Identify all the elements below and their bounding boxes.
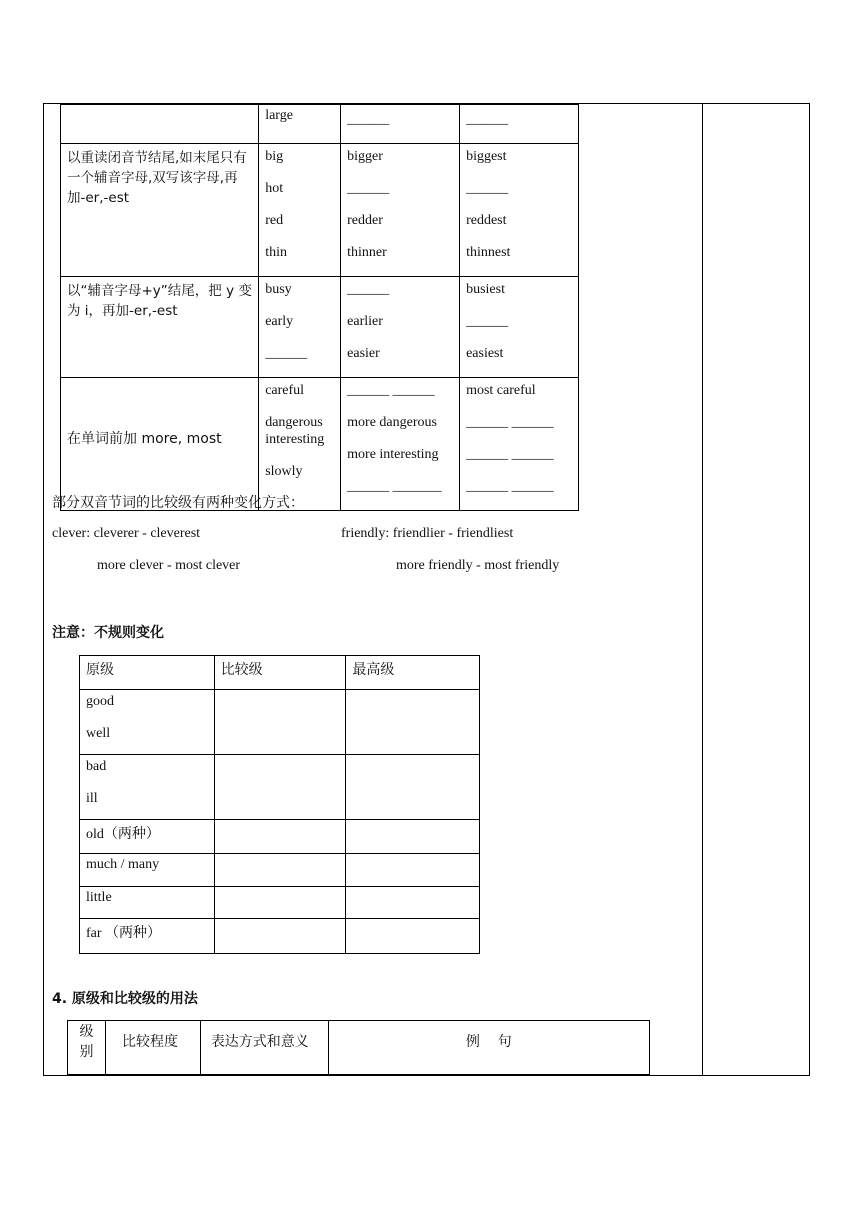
positive-cell (80, 755, 215, 820)
word: earlier (347, 314, 383, 329)
positive-cell (259, 277, 341, 378)
clever-forms-b: more clever - most clever (97, 558, 241, 573)
table-header-row (80, 656, 480, 690)
comparative-cell (214, 690, 346, 755)
table-row (80, 887, 480, 919)
word: ______ (347, 112, 390, 127)
word: ______ ______ (466, 447, 554, 462)
word: redder (347, 213, 383, 228)
word: more dangerous (347, 415, 437, 430)
superlative-cell (346, 820, 480, 854)
word: ______ (466, 181, 509, 196)
superlative-cell (346, 690, 480, 755)
usage-heading: 4. 原级和比较级的用法 (52, 991, 198, 1007)
word: thin (265, 245, 287, 260)
positive-cell: far （两种） (80, 919, 215, 954)
rule-cell: 以重读闭音节结尾,如末尾只有一个辅音字母,双写该字母,再加-er,-est (61, 144, 259, 277)
header-method: 表达方式和意义 (200, 1021, 328, 1075)
superlative-cell (346, 919, 480, 954)
clever-forms-a: clever: cleverer - cleverest (52, 526, 201, 541)
table-row (61, 277, 579, 378)
comparative-cell (214, 820, 346, 854)
word: ______ (466, 112, 509, 127)
word: ______ (347, 282, 390, 297)
superlative-cell (460, 144, 579, 277)
word: busy (265, 282, 292, 297)
word: ill (86, 791, 98, 806)
table-row (61, 105, 579, 144)
word: interesting (265, 432, 325, 447)
word: ______ _______ (347, 479, 442, 494)
word: easier (347, 346, 380, 361)
header-level: 级别 (68, 1021, 106, 1075)
positive-cell: much / many (80, 854, 215, 887)
positive-cell (259, 144, 341, 277)
table-row (80, 919, 480, 954)
word: careful (265, 383, 305, 398)
outer-frame-bottom (43, 1075, 810, 1076)
table-row (80, 755, 480, 820)
two-syllable-intro: 部分双音节词的比较级有两种变化方式： (52, 495, 304, 511)
table-row (80, 690, 480, 755)
word: ______ ______ (347, 383, 435, 398)
comparative-cell (341, 277, 460, 378)
comparative-cell (214, 755, 346, 820)
rule-cell: 以“辅音字母+y”结尾，把 y 变为 i，再加-er,-est (61, 277, 259, 378)
word: big (265, 149, 284, 164)
header-example: 例 句 (328, 1021, 649, 1075)
header-degree: 比较程度 (105, 1021, 200, 1075)
superlative-cell (460, 105, 579, 144)
word: busiest (466, 282, 505, 297)
word: bigger (347, 149, 383, 164)
rule-cell: 在单词前加 more, most (61, 378, 259, 511)
comparative-cell (341, 105, 460, 144)
outer-frame-left (43, 103, 44, 1076)
word: ______ (466, 314, 509, 329)
friendly-forms-a: friendly: friendlier - friendliest (341, 526, 514, 541)
word: bad (86, 759, 107, 774)
table-row (61, 144, 579, 277)
irregular-table (79, 655, 480, 954)
word: thinner (347, 245, 387, 260)
formation-rules-table (60, 104, 579, 511)
word: easiest (466, 346, 504, 361)
word: thinnest (466, 245, 511, 260)
superlative-cell (460, 277, 579, 378)
word: ______ (347, 181, 390, 196)
comparative-cell (214, 887, 346, 919)
superlative-cell (346, 887, 480, 919)
positive-cell (259, 378, 341, 511)
word: ______ ______ (466, 415, 554, 430)
superlative-cell (346, 854, 480, 887)
comparative-cell (341, 378, 460, 511)
header-positive: 原级 (80, 656, 215, 690)
word: dangerous (265, 415, 323, 430)
outer-frame-divider (702, 103, 703, 1076)
outer-frame-right (809, 103, 810, 1076)
positive-cell (80, 690, 215, 755)
table-row (61, 378, 579, 511)
word: more interesting (347, 447, 439, 462)
table-row (80, 854, 480, 887)
word: red (265, 213, 284, 228)
irregular-heading: 注意：不规则变化 (52, 625, 164, 641)
word: slowly (265, 464, 303, 479)
word: good (86, 694, 114, 709)
table-header-row (68, 1021, 650, 1075)
word: biggest (466, 149, 507, 164)
usage-table (67, 1020, 650, 1075)
comparative-cell (214, 854, 346, 887)
table-row (80, 820, 480, 854)
word: hot (265, 181, 284, 196)
word: well (86, 726, 111, 741)
word: most careful (466, 383, 536, 398)
friendly-forms-b: more friendly - most friendly (396, 558, 560, 573)
header-comparative: 比较级 (214, 656, 346, 690)
superlative-cell (460, 378, 579, 511)
comparative-cell (341, 144, 460, 277)
positive-cell: little (80, 887, 215, 919)
word: ______ ______ (466, 479, 554, 494)
word: reddest (466, 213, 507, 228)
comparative-cell (214, 919, 346, 954)
word: ______ (265, 346, 308, 361)
superlative-cell (346, 755, 480, 820)
rule-cell (61, 105, 259, 144)
positive-cell (259, 105, 341, 144)
word: early (265, 314, 294, 329)
word: large (265, 108, 293, 123)
header-superlative: 最高级 (346, 656, 480, 690)
positive-cell: old（两种） (80, 820, 215, 854)
